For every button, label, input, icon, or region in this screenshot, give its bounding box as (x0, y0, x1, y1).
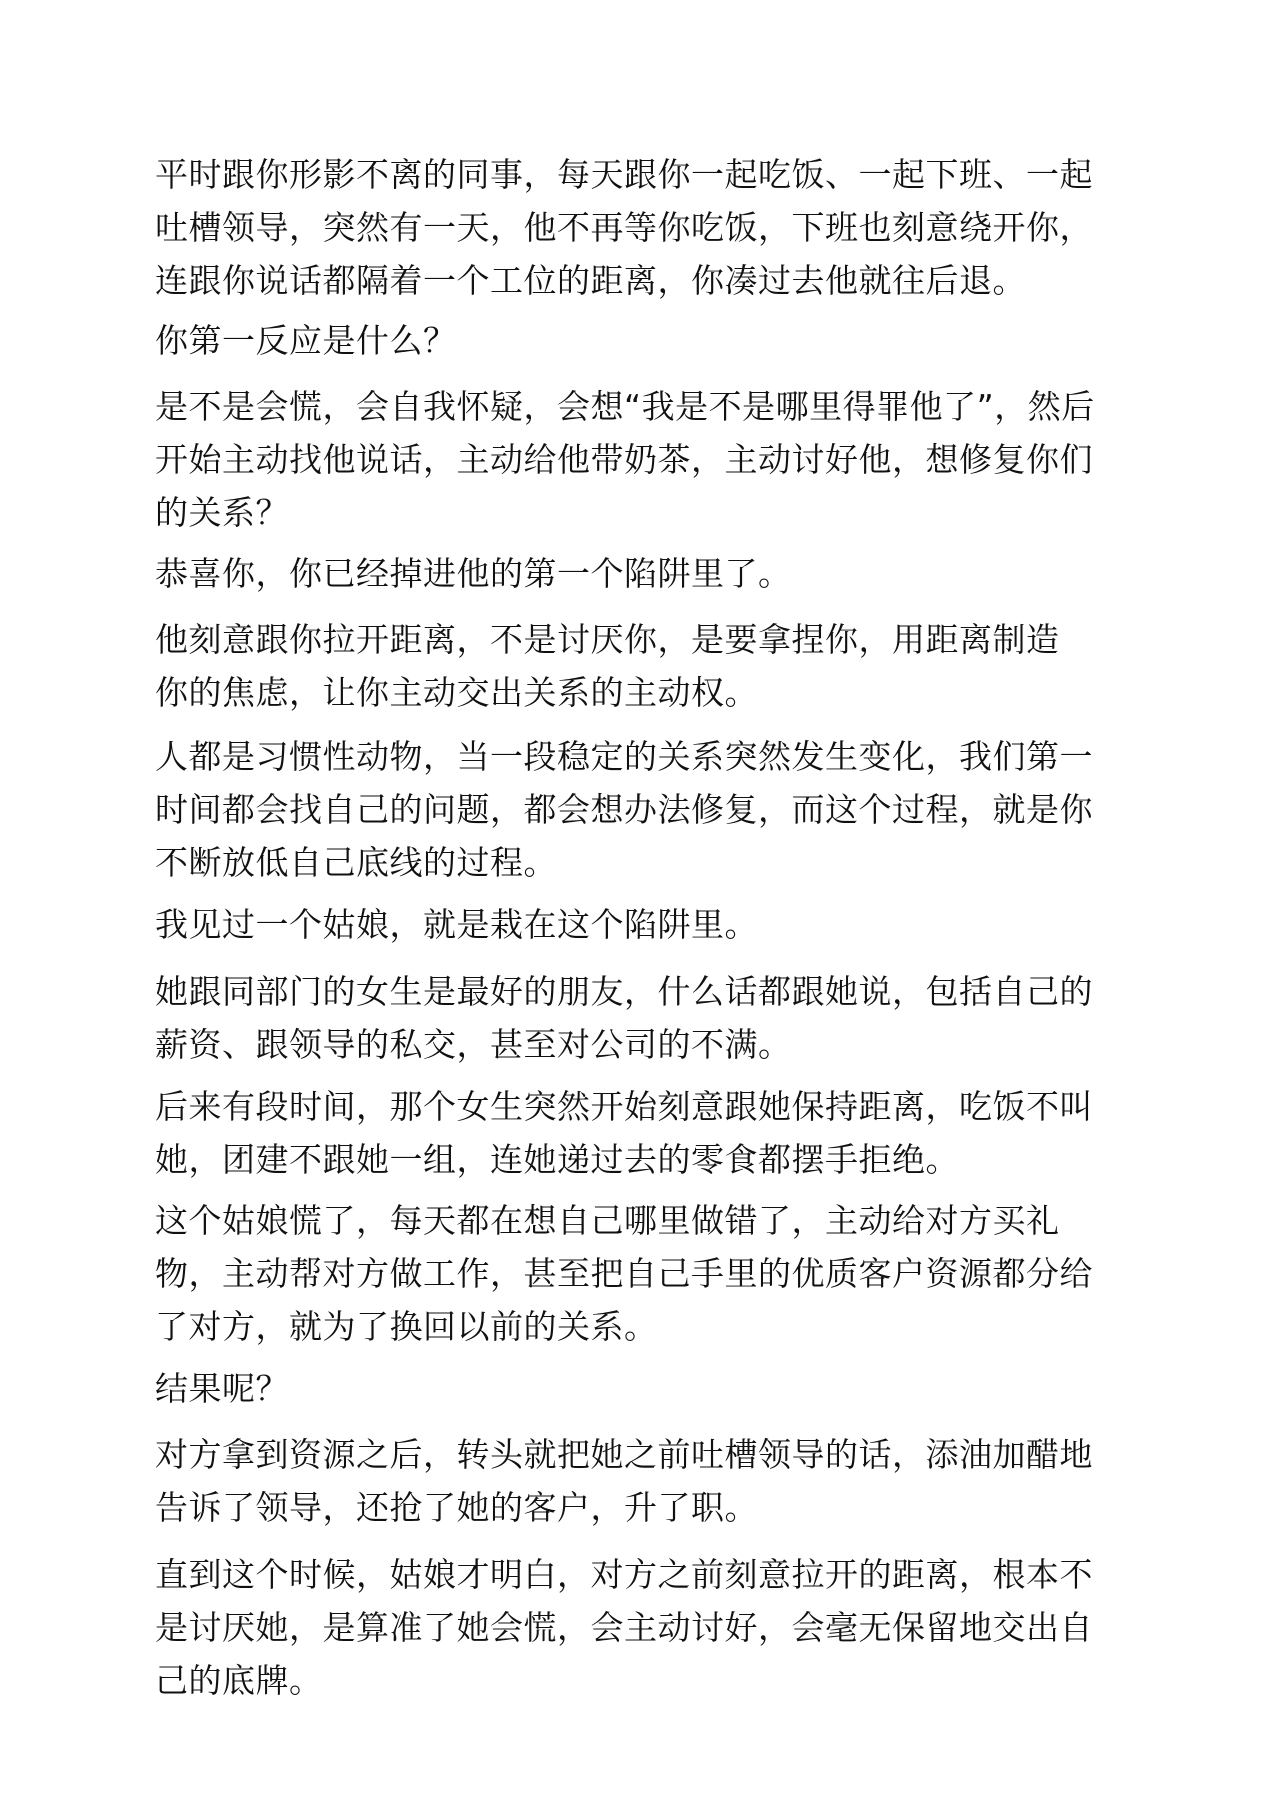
paragraph-9: 后来有段时间，那个女生突然开始刻意跟她保持距离，吃饭不叫 她，团建不跟她一组，连她递过去的零食都摆手拒绝。 (155, 1087, 1093, 1179)
paragraph-12: 对方拿到资源之后，转头就把她之前吐槽领导的话，添油加醋地 告诉了领导，还抢了她的客户，升了职。 (155, 1435, 1093, 1527)
paragraph-10: 这个姑娘慌了，每天都在想自己哪里做错了，主动给对方买礼 物，主动帮对方做工作，甚至把自己手里的优质客户资源都分给 了对方，就为了换回以前的关系。 (155, 1201, 1093, 1346)
paragraph-13: 直到这个时候，姑娘才明白，对方之前刻意拉开的距离，根本不 是讨厌她，是算准了她会慌，会主动讨好，会毫无保留地交出自 己的底牌。 (155, 1555, 1093, 1700)
paragraph-8: 她跟同部门的女生是最好的朋友，什么话都跟她说，包括自己的 薪资、跟领导的私交，甚至对公司的不满。 (155, 972, 1093, 1064)
paragraph-1: 平时跟你形影不离的同事，每天跟你一起吃饭、一起下班、一起 吐槽领导，突然有一天，他不再等你吃饭，下班也刻意绕开你， 连跟你说话都隔着一个工位的距离，你凑过去他就往后退。 (155, 155, 1093, 300)
paragraph-3: 是不是会慌，会自我怀疑，会想“我是不是哪里得罪他了”，然后 开始主动找他说话，主动给他带奶茶，主动讨好他，想修复你们 的关系？ (155, 387, 1095, 532)
paragraph-2: 你第一反应是什么？ (155, 321, 457, 360)
paragraph-4: 恭喜你，你已经掉进他的第一个陷阱里了。 (155, 554, 792, 593)
paragraph-6: 人都是习惯性动物，当一段稳定的关系突然发生变化，我们第一 时间都会找自己的问题，都会想办法修复，而这个过程，就是你 不断放低自己底线的过程。 (155, 737, 1093, 882)
paragraph-5: 他刻意跟你拉开距离，不是讨厌你，是要拿捏你，用距离制造 你的焦虑，让你主动交出关系的主动权。 (155, 620, 1060, 712)
paragraph-7: 我见过一个姑娘，就是栽在这个陷阱里。 (155, 905, 758, 944)
paragraph-11: 结果呢？ (155, 1369, 289, 1408)
